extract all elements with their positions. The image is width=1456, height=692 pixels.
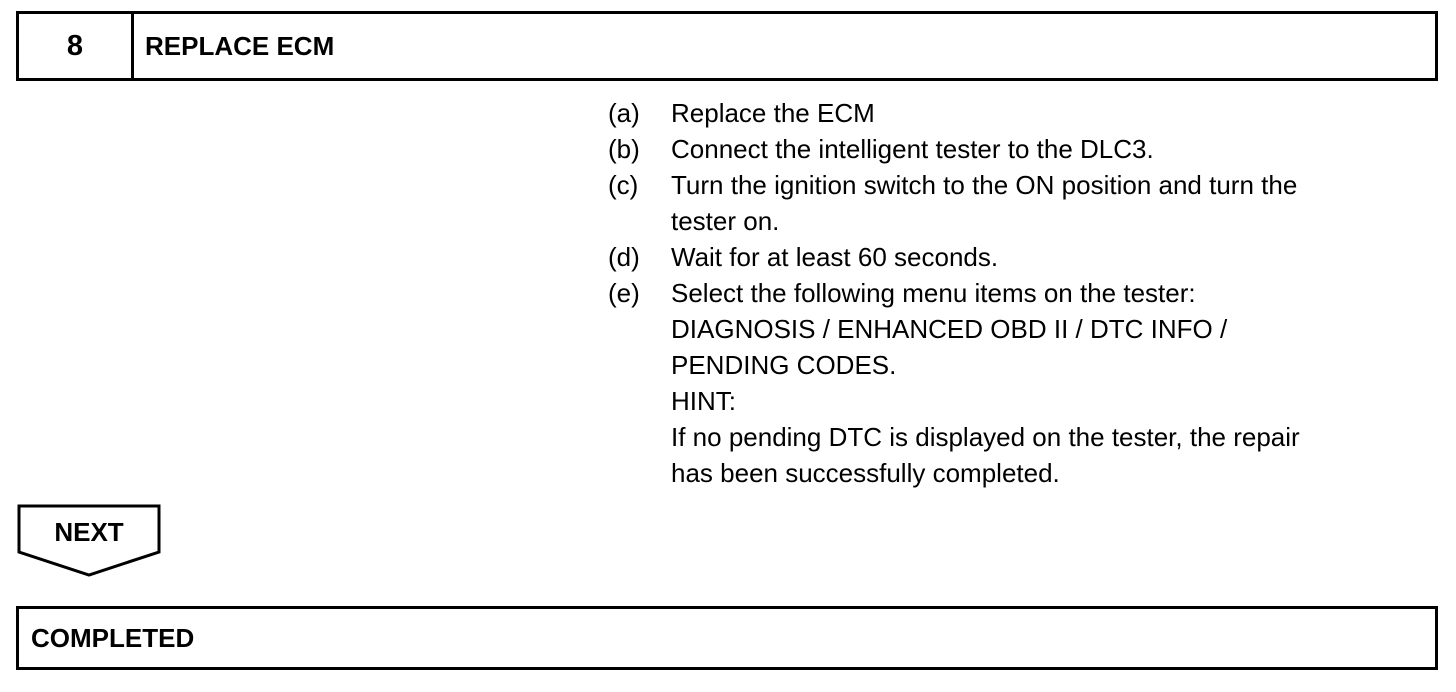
instruction-marker: (d) <box>608 242 640 272</box>
instruction-text <box>671 131 1418 167</box>
instruction-line: Wait for at least 60 seconds. <box>671 242 999 272</box>
instruction-item-e <box>608 275 1418 491</box>
menu-path-line: PENDING CODES. <box>671 350 897 380</box>
hint-label: HINT: <box>671 386 736 416</box>
instruction-marker: (c) <box>608 170 639 200</box>
instruction-line: Select the following menu items on the tester: <box>671 278 1196 308</box>
instruction-line: Replace the ECM <box>671 98 875 128</box>
step-number: 8 <box>19 14 134 78</box>
instruction-text <box>671 167 1418 239</box>
instruction-line: Turn the ignition switch to the ON position and turn the <box>671 170 1298 200</box>
instruction-text <box>671 275 1418 491</box>
instruction-text <box>671 239 1418 275</box>
next-button-label: NEXT <box>54 517 124 547</box>
instruction-line: Connect the intelligent tester to the DLC3. <box>671 134 1154 164</box>
completed-box: COMPLETED <box>16 606 1438 670</box>
menu-path-line: DIAGNOSIS / ENHANCED OBD II / DTC INFO / <box>671 314 1228 344</box>
step-title: REPLACE ECM <box>145 30 335 61</box>
instruction-marker: (b) <box>608 134 640 164</box>
step-header <box>16 11 1438 81</box>
instruction-item-b <box>608 131 1418 167</box>
next-button[interactable] <box>16 503 162 579</box>
instruction-item-d <box>608 239 1418 275</box>
instruction-item-a <box>608 95 1418 131</box>
hint-text: has been successfully completed. <box>671 458 1060 488</box>
instruction-item-c <box>608 167 1418 239</box>
instruction-list <box>608 95 1418 491</box>
instruction-marker: (a) <box>608 98 640 128</box>
instruction-text <box>671 95 1418 131</box>
instruction-line: tester on. <box>671 206 780 236</box>
instruction-marker: (e) <box>608 278 640 308</box>
hint-text: If no pending DTC is displayed on the tester, the repair <box>671 422 1300 452</box>
